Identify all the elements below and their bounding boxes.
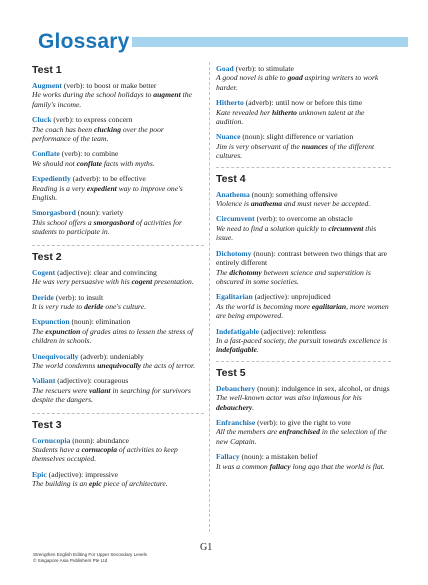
entry-definition: (verb): to combine	[59, 149, 119, 159]
glossary-entry	[216, 98, 391, 126]
entry-definition: (noun): abundance	[70, 435, 130, 445]
entry-example: In a fast-paced society, the pursuit towards excellence is indefatigable.	[216, 335, 388, 355]
entry-word: Debauchery	[216, 383, 256, 393]
example-keyword: augment	[153, 90, 181, 100]
glossary-entry	[32, 208, 204, 236]
example-keyword: circumvent	[328, 223, 364, 233]
example-keyword: valiant	[89, 385, 111, 395]
example-keyword: goad	[287, 73, 303, 83]
glossary-entry	[216, 64, 391, 92]
glossary-section	[216, 167, 391, 355]
entry-definition: (noun): something offensive	[249, 189, 338, 199]
entry-word: Expunction	[32, 317, 70, 327]
footer-line-1: Strengthen English Editing For Upper Secondary Levels	[33, 552, 147, 557]
entry-word: Anathema	[216, 189, 250, 199]
entry-definition: (verb): to give the right to vote	[255, 417, 351, 427]
entry-word: Cogent	[32, 267, 56, 277]
entry-example: The coach has been clucking over the poor performance of the team.	[32, 124, 164, 144]
entry-example: Students have a cornucopia of activities to keep themselves occupied.	[32, 444, 178, 464]
footer-line-2: © Singapore Asia Publishers Pte Ltd	[33, 558, 108, 563]
left-column	[32, 62, 204, 537]
entry-example: Violence is anathema and must never be accepted.	[216, 199, 371, 209]
entry-definition: (noun): indulgence in sex, alcohol, or drugs	[255, 383, 390, 393]
example-keyword: anathema	[250, 199, 283, 209]
example-keyword: deride	[84, 301, 104, 311]
entry-example: We need to find a solution quickly to circumvent this issue.	[216, 223, 377, 243]
entry-definition: (verb): to express concern	[51, 115, 133, 125]
entry-example: As the world is becoming more egalitarian, more women are being empowered.	[216, 301, 389, 321]
example-keyword: indefatigable	[216, 345, 257, 355]
glossary-entry	[216, 452, 391, 471]
entry-example: The building is an epic piece of architecture.	[32, 479, 168, 489]
glossary-entry	[216, 418, 391, 446]
entry-example: He works during the school holidays to augment the family's income.	[32, 90, 192, 109]
entry-definition: (noun): a mistaken belief	[239, 452, 318, 462]
entry-example: Kate revealed her hitherto unknown talent at the audition.	[216, 107, 365, 127]
glossary-entry	[216, 249, 391, 287]
entry-definition: (verb): to insult	[53, 292, 104, 302]
entry-definition: (adverb): until now or before this time	[243, 98, 363, 108]
glossary-section	[32, 245, 204, 405]
glossary-entry	[216, 132, 391, 160]
entry-word: Circumvent	[216, 214, 255, 224]
entry-definition: (adjective): courageous	[55, 376, 129, 386]
entry-definition: (adjective): clear and convincing	[55, 267, 157, 277]
entry-example: He was very persuasive with his cogent presentation.	[32, 277, 194, 287]
entry-definition: (noun): contrast between two things that are entirely different	[216, 248, 388, 268]
entry-definition: (verb): to stimulate	[233, 64, 294, 73]
entry-example: It is very rude to deride one's culture.	[32, 301, 146, 311]
example-keyword: cogent	[131, 277, 153, 287]
entry-word: Nuance	[216, 132, 241, 142]
glossary-entry	[32, 317, 204, 345]
glossary-section	[216, 62, 391, 161]
example-keyword: conflate	[76, 158, 102, 168]
example-keyword: expedient	[86, 183, 117, 193]
glossary-entry	[32, 470, 204, 489]
glossary-section	[32, 413, 204, 489]
page-header	[38, 30, 408, 56]
section-title: Test 1	[32, 64, 62, 76]
glossary-entry	[32, 149, 204, 168]
glossary-entry	[32, 115, 204, 143]
example-keyword: expunction	[45, 326, 81, 336]
entry-word: Epic	[32, 469, 47, 479]
glossary-entry	[216, 384, 391, 412]
entry-example: A good novel is able to goad aspiring writers to work harder.	[216, 73, 379, 92]
example-keyword: hitherto	[272, 107, 297, 117]
example-keyword: egalitarian	[311, 301, 347, 311]
glossary-section	[216, 361, 391, 471]
entry-definition: (adjective): unprejudiced	[252, 292, 331, 302]
entry-word: Goad	[216, 64, 234, 73]
entry-word: Fallacy	[216, 452, 240, 462]
section-title: Test 2	[32, 250, 62, 263]
entry-word: Enfranchise	[216, 417, 256, 427]
entry-definition: (noun): elimination	[69, 317, 131, 327]
right-column	[216, 62, 391, 537]
entry-example: Jim is very observant of the nuances of the different cultures.	[216, 141, 375, 161]
example-keyword: dichotomy	[229, 267, 262, 277]
section-title: Test 5	[216, 366, 246, 379]
glossary-entry	[32, 174, 204, 202]
example-keyword: smorgasbord	[93, 217, 135, 227]
entry-example: This school offers a smorgasbord of activities for students to participate in.	[32, 217, 183, 237]
page-title: Glossary	[38, 30, 130, 53]
entry-example: The dichotomy between science and superstition is obscured in some societies.	[216, 267, 371, 286]
section-title: Test 4	[216, 172, 246, 185]
entry-example: Reading is a very expedient way to improve one's English.	[32, 183, 183, 203]
entry-word: Egalitarian	[216, 292, 253, 302]
entry-example: The well-known actor was also infamous for his debauchery.	[216, 393, 362, 412]
entry-word: Dichotomy	[216, 248, 252, 258]
entry-word: Smorgasbord	[32, 208, 76, 218]
example-keyword: debauchery	[216, 402, 253, 412]
example-keyword: fallacy	[269, 461, 291, 471]
entry-definition: (verb): to overcome an obstacle	[254, 214, 353, 224]
entry-example: It was a common fallacy long ago that the world is flat.	[216, 461, 385, 471]
glossary-entry	[216, 190, 391, 209]
entry-definition: (adverb): undeniably	[78, 351, 144, 361]
column-divider	[209, 62, 210, 532]
entry-definition: (verb): to boost or make better	[61, 81, 157, 90]
entry-example: The rescuers were valiant in searching for survivors despite the dangers.	[32, 385, 191, 405]
entry-word: Cluck	[32, 115, 52, 125]
glossary-entry	[32, 293, 204, 312]
glossary-entry	[32, 81, 204, 109]
entry-definition: (noun): variety	[75, 208, 124, 218]
entry-word: Cornucopia	[32, 435, 71, 445]
glossary-section	[32, 62, 204, 237]
glossary-entry	[216, 214, 391, 242]
entry-word: Augment	[32, 81, 62, 90]
footer	[33, 552, 147, 564]
example-keyword: nuances	[301, 141, 328, 151]
entry-word: Unequivocally	[32, 351, 79, 361]
entry-word: Valiant	[32, 376, 56, 386]
example-keyword: unequivocally	[97, 360, 142, 370]
entry-word: Hitherto	[216, 98, 244, 108]
entry-example: We should not conflate facts with myths.	[32, 158, 155, 168]
glossary-entry	[32, 436, 204, 464]
glossary-entry	[32, 268, 204, 287]
entry-example: The world condemns unequivocally the acts of terror.	[32, 360, 195, 370]
entry-definition: (adjective): relentless	[259, 326, 327, 336]
glossary-entry	[32, 352, 204, 371]
glossary-entry	[216, 292, 391, 320]
example-keyword: cornucopia	[81, 444, 118, 454]
title-accent-bar	[132, 37, 408, 47]
entry-example: All the members are enfranchised in the selection of the new Captain.	[216, 427, 387, 446]
example-keyword: epic	[88, 479, 102, 489]
entry-word: Conflate	[32, 149, 60, 159]
entry-word: Expediently	[32, 174, 71, 184]
entry-definition: (adverb): to be effective	[70, 174, 146, 184]
page-number: G1	[200, 542, 213, 553]
entry-word: Deride	[32, 292, 54, 302]
example-keyword: clucking	[94, 124, 122, 134]
example-keyword: enfranchised	[279, 427, 320, 437]
glossary-entry	[216, 327, 391, 355]
entry-example: The expunction of grades aims to lessen the stress of children in schools.	[32, 326, 194, 346]
entry-definition: (adjective): impressive	[46, 469, 119, 479]
entry-word: Indefatigable	[216, 326, 260, 336]
glossary-entry	[32, 376, 204, 404]
section-title: Test 3	[32, 418, 62, 431]
entry-definition: (noun): slight difference or variation	[240, 132, 354, 142]
